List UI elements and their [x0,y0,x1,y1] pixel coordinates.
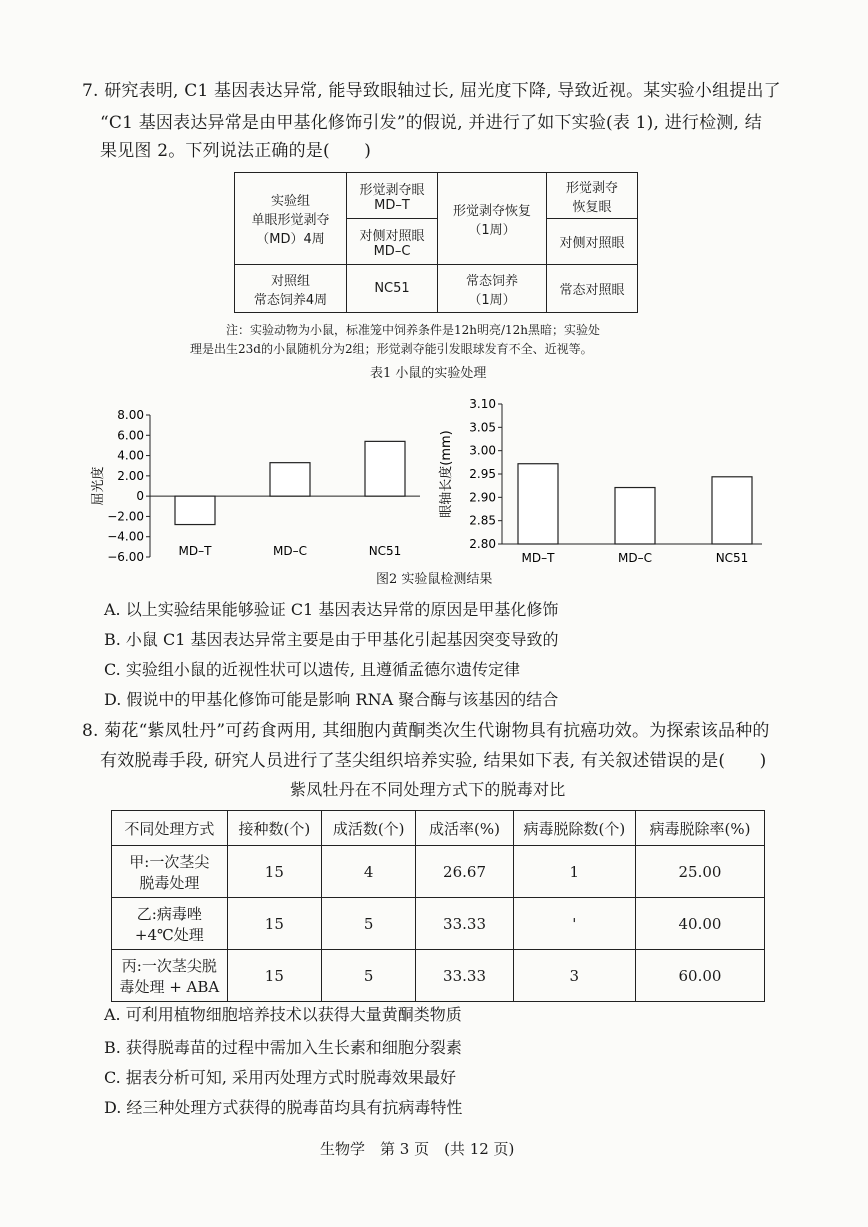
table2-cell: 丙:一次茎尖脱 毒处理 + ABA [112,950,228,1002]
table-row [112,898,765,950]
table-1 [234,172,638,313]
refraction-chart [80,395,430,573]
table1-cell: 形觉剥夺 恢复眼 [547,173,638,219]
bar-nc51 [365,441,405,496]
table2-cell: 5 [322,950,416,1002]
y-tick-label: 8.00 [117,408,144,422]
table2-cell: ' [513,898,635,950]
q8-option-a[interactable]: A. 可利用植物细胞培养技术以获得大量黄酮类物质 [104,1005,462,1024]
table2-cell: 15 [227,950,321,1002]
table2-cell: 5 [322,898,416,950]
y-axis-label: 眼轴长度(mm) [439,430,454,518]
y-tick-label: 0 [136,489,144,504]
table2-cell: 1 [513,846,635,898]
q8-option-b[interactable]: B. 获得脱毒苗的过程中需加入生长素和细胞分裂素 [104,1038,462,1057]
category-label: MD–T [178,544,212,558]
q7-stem-line-1: 7. 研究表明, C1 基因表达异常, 能导致眼轴过长, 屈光度下降, 导致近视。某实验小组提出了 [82,81,781,101]
q8-option-d[interactable]: D. 经三种处理方式获得的脱毒苗均具有抗病毒特性 [104,1098,463,1117]
y-axis-label: 屈光度 [91,466,106,506]
y-tick-label: 2.00 [117,468,144,483]
table-row [112,950,765,1002]
table2-cell: 25.00 [635,846,764,898]
table2-header-cell: 接种数(个) [227,811,321,846]
y-tick-label: −4.00 [107,529,144,544]
category-label: NC51 [368,544,402,558]
table2-header-cell: 病毒脱除数(个) [513,811,635,846]
y-tick-label: 6.00 [117,428,144,443]
category-label: MD–T [521,551,555,565]
table1-cell: 对侧对照眼 MD–C [347,219,438,265]
table-2 [111,810,765,1002]
y-tick-label: 2.95 [469,467,496,481]
table1-caption: 表1 小鼠的实验处理 [370,366,487,381]
table1-cell: 对照组 常态饲养4周 [235,265,347,313]
y-tick-label: 3.00 [469,443,496,458]
table2-header-cell: 成活数(个) [322,811,416,846]
table2-header-row [112,811,765,846]
table1-note-line-2: 理是出生23d的小鼠随机分为2组；形觉剥夺能引发眼球发育不全、近视等。 [190,342,593,356]
table1-cell: 实验组 单眼形觉剥夺 （MD）4周 [235,173,347,265]
table-row [112,846,765,898]
bar-nc51 [712,477,752,544]
q7-option-c[interactable]: C. 实验组小鼠的近视性状可以遗传, 且遵循孟德尔遗传定律 [104,660,521,679]
table2-cell: 26.67 [416,846,513,898]
y-tick-label: 3.10 [469,397,496,411]
axial-length-chart [432,392,772,574]
table1-note-line-1: 注：实验动物为小鼠，标准笼中饲养条件是12h明亮/12h黑暗；实验处 [226,323,601,337]
y-tick-label: 2.80 [469,537,496,551]
bar-md-t [175,496,215,524]
q7-stem-line-2: “C1 基因表达异常是由甲基化修饰引发”的假说, 并进行了如下实验(表 1), 进行检测, 结 [100,113,762,133]
table2-cell: 3 [513,950,635,1002]
table2-header-cell: 病毒脱除率(%) [635,811,764,846]
q7-option-b[interactable]: B. 小鼠 C1 基因表达异常主要是由于甲基化引起基因突变导致的 [104,630,559,649]
table1-cell: NC51 [347,265,438,313]
table2-header-cell: 成活率(%) [416,811,513,846]
y-tick-label: −6.00 [107,550,144,564]
table2-cell: 15 [227,898,321,950]
table2-cell: 4 [322,846,416,898]
q8-stem-line-1: 8. 菊花“紫凤牡丹”可药食两用, 其细胞内黄酮类次生代谢物具有抗癌功效。为探索该品种的 [82,721,770,741]
bar-md-c [270,463,310,496]
category-label: NC51 [715,551,749,565]
bar-md-t [518,464,558,544]
table1-cell: 对侧对照眼 [547,219,638,265]
table2-cell: 15 [227,846,321,898]
table2-cell: 40.00 [635,898,764,950]
y-tick-label: −2.00 [107,509,144,524]
table2-cell: 60.00 [635,950,764,1002]
page-footer: 生物学 第 3 页 (共 12 页) [320,1140,515,1158]
table2-title: 紫凤牡丹在不同处理方式下的脱毒对比 [290,780,566,799]
category-label: MD–C [618,551,652,565]
table1-cell: 常态饲养 （1周） [438,265,547,313]
table2-cell: 乙:病毒唑 +4℃处理 [112,898,228,950]
table1-cell: 形觉剥夺眼 MD–T [347,173,438,219]
y-tick-label: 2.85 [469,513,496,528]
category-label: MD–C [273,544,307,558]
y-tick-label: 3.05 [469,420,496,435]
figure2-caption: 图2 实验鼠检测结果 [376,572,493,587]
bar-md-c [615,488,655,544]
y-tick-label: 4.00 [117,448,144,463]
q8-option-c[interactable]: C. 据表分析可知, 采用丙处理方式时脱毒效果最好 [104,1068,457,1087]
q7-option-d[interactable]: D. 假说中的甲基化修饰可能是影响 RNA 聚合酶与该基因的结合 [104,690,559,709]
table2-header-cell: 不同处理方式 [112,811,228,846]
q8-stem-line-2: 有效脱毒手段, 研究人员进行了茎尖组织培养实验, 结果如下表, 有关叙述错误的是( ) [100,751,767,771]
table2-cell: 33.33 [416,950,513,1002]
table2-cell: 甲:一次茎尖 脱毒处理 [112,846,228,898]
q7-option-a[interactable]: A. 以上实验结果能够验证 C1 基因表达异常的原因是甲基化修饰 [104,600,559,619]
table1-cell: 形觉剥夺恢复 （1周） [438,173,547,265]
table2-cell: 33.33 [416,898,513,950]
y-tick-label: 2.90 [469,490,496,505]
q7-stem-line-3: 果见图 2。下列说法正确的是( ) [100,141,372,161]
table1-cell: 常态对照眼 [547,265,638,313]
